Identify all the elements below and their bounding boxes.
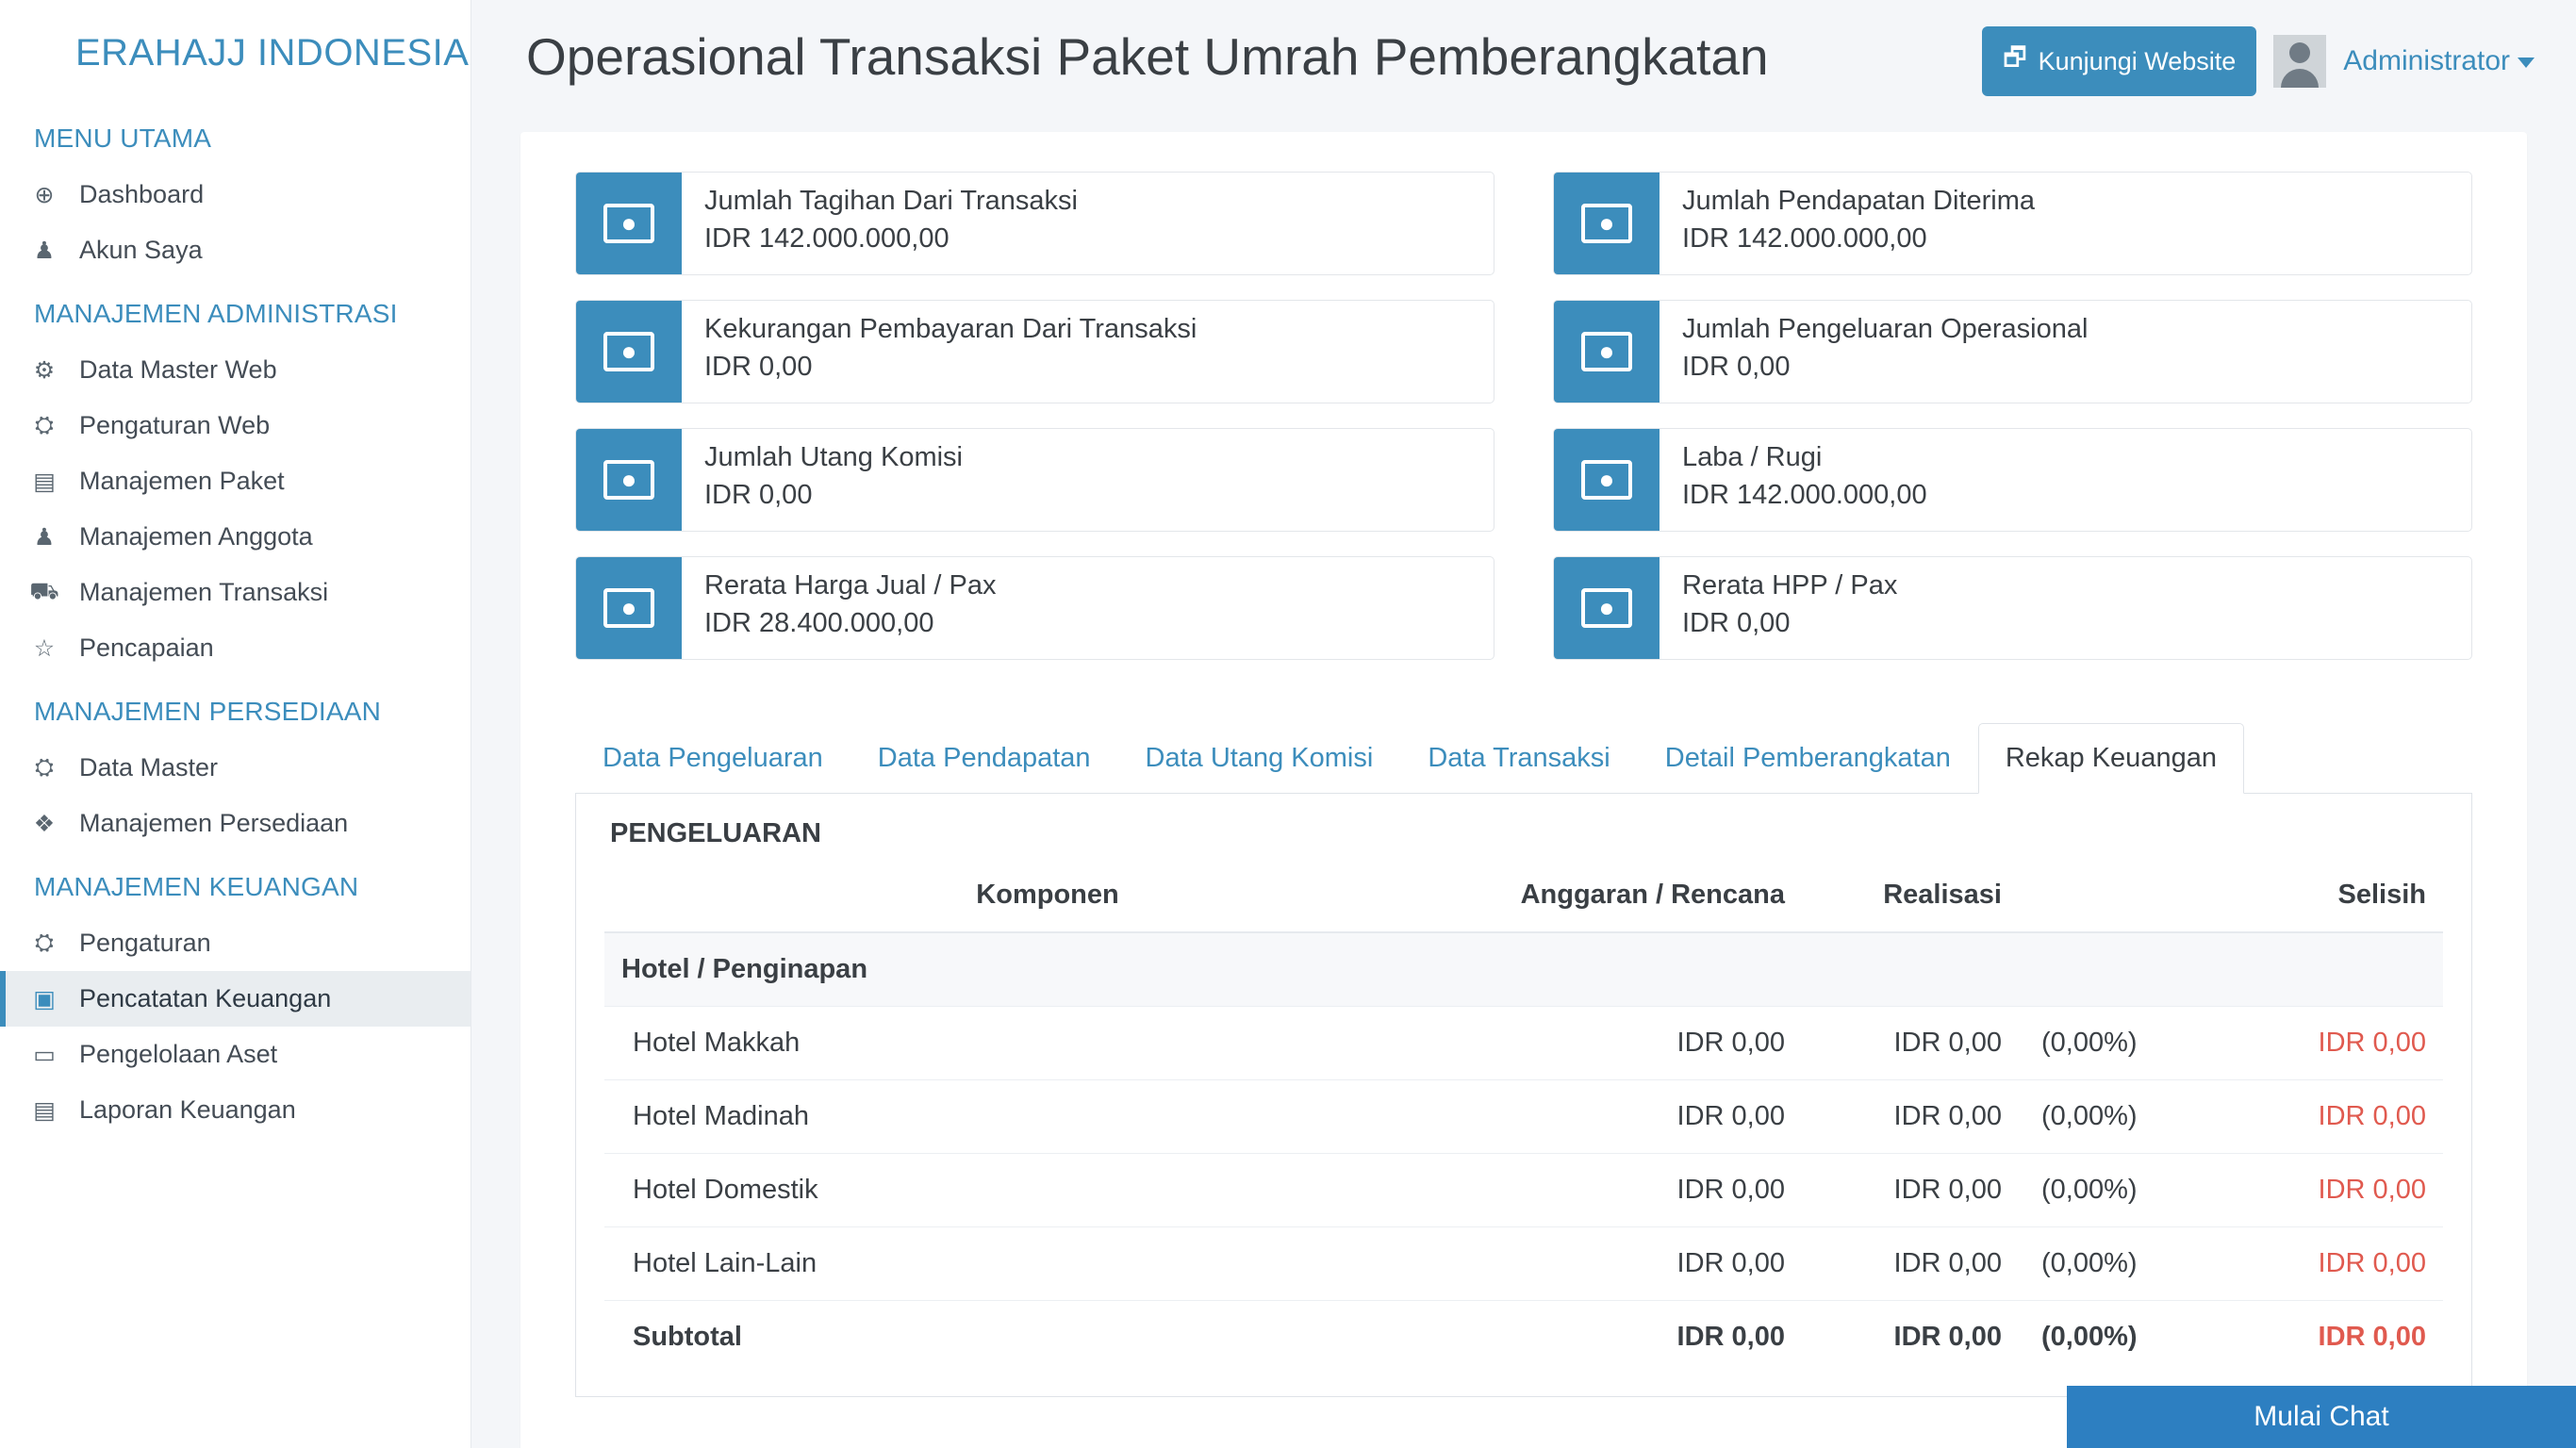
external-link-icon: 🗗: [2003, 43, 2027, 72]
tab-data-utang-komisi[interactable]: Data Utang Komisi: [1145, 743, 1374, 773]
stat-cards: [575, 172, 2472, 660]
gears-icon: ⛭: [34, 930, 54, 956]
cell-anggaran: IDR 0,00: [1491, 1154, 1802, 1227]
tab-data-transaksi[interactable]: Data Transaksi: [1428, 743, 1610, 773]
table-row: [604, 1154, 2443, 1227]
chevron-down-icon: [2518, 58, 2535, 68]
column-header-komponen: Komponen: [604, 870, 1491, 932]
column-header-selisih: Selisih: [2198, 870, 2443, 932]
sidebar-item-data-master[interactable]: [0, 740, 471, 796]
topbar-right: [1982, 26, 2535, 96]
table-row: [604, 1007, 2443, 1080]
cell-name: Hotel Makkah: [604, 1007, 1491, 1080]
sidebar-item-label: Laporan Keuangan: [79, 1095, 296, 1124]
sidebar-item-label: Dashboard: [79, 180, 205, 208]
cell-anggaran: IDR 0,00: [1491, 1080, 1802, 1154]
gears-icon: ⛭: [34, 412, 54, 438]
cell-realisasi: IDR 0,00: [1802, 1227, 2019, 1301]
users-icon: ♟: [33, 523, 56, 551]
cell-realisasi: IDR 0,00: [1802, 1080, 2019, 1154]
cell-realisasi: IDR 0,00: [1802, 1007, 2019, 1080]
cell-selisih: IDR 0,00: [2198, 1154, 2443, 1227]
sidebar-section-header: MANAJEMEN PERSEDIAAN: [34, 697, 382, 726]
stat-card-title: Jumlah Utang Komisi: [704, 442, 963, 472]
stat-card-text: [682, 301, 1197, 403]
boxes-icon: ❖: [33, 810, 56, 837]
cell-name: Hotel Lain-Lain: [604, 1227, 1491, 1301]
sidebar-item-manajemen-anggota[interactable]: [0, 509, 471, 565]
stat-card-value: IDR 142.000.000,00: [1682, 480, 1927, 510]
sidebar-item-pengaturan-web[interactable]: [0, 398, 471, 453]
cell-realisasi: IDR 0,00: [1802, 1154, 2019, 1227]
sidebar-section-header: MANAJEMEN KEUANGAN: [34, 872, 359, 901]
sidebar-section-header: MANAJEMEN ADMINISTRASI: [34, 299, 398, 328]
stat-card: [575, 428, 1494, 532]
sidebar-item-label: Pencapaian: [79, 634, 214, 662]
sidebar-item-label: Pencatatan Keuangan: [79, 984, 332, 1012]
sidebar-item-manajemen-persediaan[interactable]: [0, 796, 471, 851]
stat-card-value: IDR 28.400.000,00: [704, 608, 934, 638]
briefcase-icon: ▭: [33, 1041, 56, 1068]
user-menu-label: Administrator: [2343, 45, 2510, 76]
cell-name: Hotel / Penginapan: [604, 932, 1491, 1007]
cell-selisih: IDR 0,00: [2198, 1007, 2443, 1080]
cell-pct: (0,00%): [2019, 1227, 2198, 1301]
stat-card-text: [1660, 429, 1927, 531]
money-icon: ●: [576, 301, 682, 403]
sidebar-item-akun-saya[interactable]: [0, 222, 471, 278]
table-body: [604, 932, 2443, 1374]
cell-selisih: IDR 0,00: [2318, 1322, 2426, 1352]
cell-anggaran: IDR 0,00: [1491, 1227, 1802, 1301]
cell-pct: (0,00%): [2019, 1007, 2198, 1080]
cell-pct: (0,00%): [2019, 1080, 2198, 1154]
rekap-keuangan-panel: [575, 794, 2472, 1397]
gear-icon: ⚙: [33, 356, 56, 384]
money-icon: ●: [576, 173, 682, 274]
stat-card-text: [682, 429, 963, 531]
cell-name: Hotel Domestik: [604, 1154, 1491, 1227]
sidebar: [0, 0, 471, 1448]
stat-card-text: [1660, 301, 2088, 403]
table-header-row: [604, 870, 2443, 932]
sidebar-item-label: Akun Saya: [79, 236, 203, 264]
stat-card: [575, 172, 1494, 275]
cell-selisih: IDR 0,00: [2198, 1080, 2443, 1154]
user-icon: ♟: [33, 237, 56, 264]
sidebar-item-label: Pengaturan: [79, 929, 211, 957]
cell-name: Subtotal: [633, 1322, 742, 1352]
table-row: [604, 1301, 2443, 1374]
stat-card-title: Rerata HPP / Pax: [1682, 570, 1898, 601]
stat-card-value: IDR 0,00: [704, 480, 813, 510]
table-row: [604, 932, 2443, 1007]
sidebar-item-manajemen-transaksi[interactable]: [0, 565, 471, 620]
sidebar-item-laporan-keuangan[interactable]: [0, 1082, 471, 1138]
pengeluaran-table: [604, 870, 2443, 1374]
stat-card-title: Jumlah Pengeluaran Operasional: [1682, 314, 2089, 344]
sidebar-item-label: Manajemen Transaksi: [79, 578, 329, 606]
sidebar-item-pengelolaan-aset[interactable]: [0, 1027, 471, 1082]
cell-anggaran: [1491, 932, 1802, 1007]
globe-icon: ⊕: [34, 181, 55, 208]
topbar: [471, 0, 2576, 123]
brand-title: ERAHAJJ INDONESIA: [75, 32, 470, 74]
sidebar-item-label: Manajemen Anggota: [79, 522, 313, 551]
cell-realisasi: IDR 0,00: [1893, 1322, 2002, 1352]
book-icon: ▤: [33, 468, 56, 495]
money-icon: ●: [1554, 429, 1660, 531]
sidebar-item-data-master-web[interactable]: [0, 342, 471, 398]
sidebar-item-pencatatan-keuangan[interactable]: [0, 971, 471, 1027]
stat-card-title: Jumlah Pendapatan Diterima: [1682, 186, 2035, 216]
table-row: [604, 1227, 2443, 1301]
cell-selisih: [2198, 932, 2443, 1007]
stat-card-text: [1660, 173, 2035, 274]
stat-card-title: Kekurangan Pembayaran Dari Transaksi: [704, 314, 1197, 344]
stat-card-title: Jumlah Tagihan Dari Transaksi: [704, 186, 1078, 216]
tab-data-pengeluaran[interactable]: Data Pengeluaran: [603, 743, 823, 773]
column-header-realisasi: Realisasi: [1802, 870, 2019, 932]
user-menu[interactable]: [2343, 45, 2535, 77]
stat-card-value: IDR 142.000.000,00: [704, 223, 949, 254]
stat-card-title: Laba / Rugi: [1682, 442, 1823, 472]
sidebar-section-header: MENU UTAMA: [34, 123, 212, 153]
sidebar-item-pengaturan[interactable]: [0, 915, 471, 971]
content-panel: [520, 132, 2527, 1448]
tab-bar: [575, 722, 2472, 794]
sidebar-item-label: Data Master: [79, 753, 219, 782]
stat-card-text: [1660, 557, 1897, 659]
cell-anggaran: IDR 0,00: [1676, 1322, 1785, 1352]
cell-name: Hotel Madinah: [604, 1080, 1491, 1154]
page-title: Operasional Transaksi Paket Umrah Pemberangkatan: [526, 27, 1769, 86]
panel-title: PENGELUARAN: [610, 818, 821, 848]
stat-card: [575, 556, 1494, 660]
stat-card: [1553, 428, 2472, 532]
stat-card: [1553, 300, 2472, 403]
cell-pct: (0,00%): [2041, 1322, 2138, 1352]
avatar: [2273, 35, 2326, 88]
sidebar-item-label: Data Master Web: [79, 355, 277, 384]
cell-selisih: IDR 0,00: [2198, 1227, 2443, 1301]
column-header-anggaran: Anggaran / Rencana: [1491, 870, 1802, 932]
visit-website-label: Kunjungi Website: [2038, 46, 2237, 75]
sidebar-item-label: Manajemen Paket: [79, 467, 285, 495]
report-icon: ▤: [33, 1096, 56, 1124]
column-header-persentase: [2019, 870, 2198, 932]
star-icon: ☆: [33, 634, 56, 662]
gears-icon: ⛭: [34, 754, 54, 781]
sidebar-item-label: Manajemen Persediaan: [79, 809, 349, 837]
cell-anggaran: IDR 0,00: [1491, 1007, 1802, 1080]
stat-card: [1553, 172, 2472, 275]
stat-card-value: IDR 0,00: [704, 352, 813, 382]
tab-data-pendapatan[interactable]: Data Pendapatan: [877, 743, 1091, 773]
visit-website-button[interactable]: [1982, 26, 2256, 96]
money-icon: ●: [1554, 557, 1660, 659]
table-row: [604, 1080, 2443, 1154]
sidebar-item-label: Pengelolaan Aset: [79, 1040, 278, 1068]
money-icon: ▣: [33, 985, 56, 1012]
sidebar-nav: [0, 103, 471, 1138]
stat-card: [1553, 556, 2472, 660]
cell-pct: (0,00%): [2019, 1154, 2198, 1227]
stat-card-value: IDR 142.000.000,00: [1682, 223, 1927, 254]
money-icon: ●: [576, 429, 682, 531]
sidebar-item-manajemen-paket[interactable]: [0, 453, 471, 509]
money-icon: ●: [576, 557, 682, 659]
main-area: [471, 0, 2576, 1448]
stat-card-text: [682, 173, 1078, 274]
stat-card: [575, 300, 1494, 403]
cell-realisasi: [1802, 932, 2019, 1007]
start-chat-button[interactable]: [2067, 1386, 2576, 1448]
stat-card-value: IDR 0,00: [1682, 352, 1791, 382]
tab-detail-pemberangkatan[interactable]: Detail Pemberangkatan: [1664, 743, 1951, 773]
cart-icon: ⛟: [29, 578, 59, 604]
stat-card-text: [682, 557, 996, 659]
stat-card-value: IDR 0,00: [1682, 608, 1791, 638]
start-chat-label: Mulai Chat: [2254, 1401, 2389, 1432]
table-head: [604, 870, 2443, 932]
stat-card-title: Rerata Harga Jual / Pax: [704, 570, 997, 601]
cell-pct: [2019, 932, 2198, 1007]
sidebar-item-pencapaian[interactable]: [0, 620, 471, 676]
money-icon: ●: [1554, 173, 1660, 274]
sidebar-item-label: Pengaturan Web: [79, 411, 271, 439]
money-icon: ●: [1554, 301, 1660, 403]
sidebar-item-dashboard[interactable]: [0, 167, 471, 222]
tab-rekap-keuangan[interactable]: Rekap Keuangan: [1978, 723, 2244, 794]
